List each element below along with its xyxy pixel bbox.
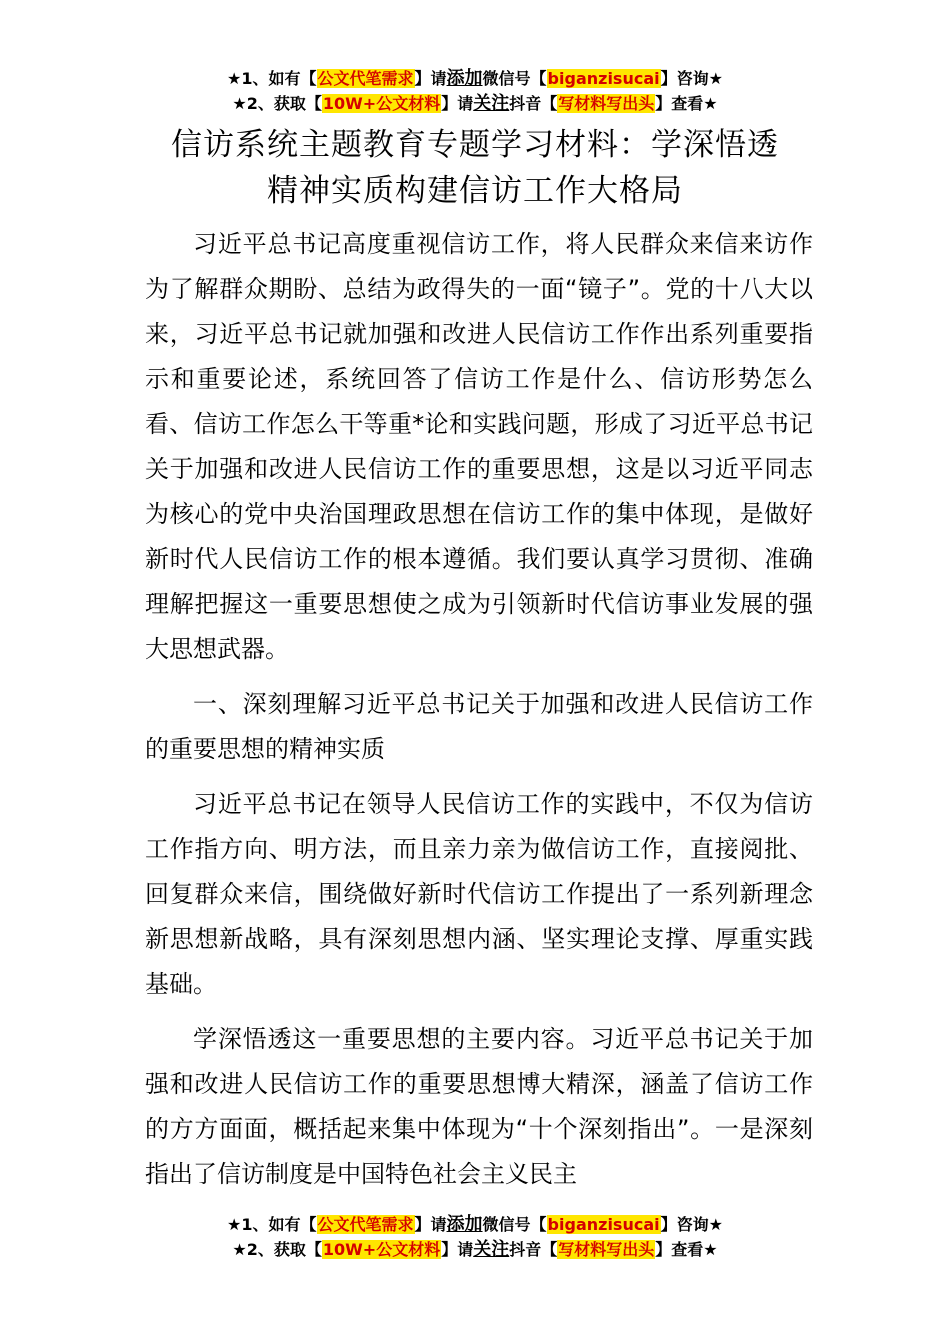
banner-underlined-text: 关注 (473, 93, 510, 114)
banner-highlight: biganzisucai (547, 1215, 660, 1234)
header-banner (0, 66, 950, 116)
banner-text: 微信号【 (482, 69, 547, 88)
banner-text: ★1、如有【 (227, 1215, 317, 1234)
banner-highlight: 写材料写出头 (558, 1240, 655, 1259)
banner-highlight: 公文代笔需求 (317, 69, 414, 88)
banner-underlined-text: 添加 (446, 68, 483, 89)
document-title (60, 122, 890, 214)
banner-underlined-text: 关注 (473, 1239, 510, 1260)
banner-text: 】请 (414, 69, 447, 88)
banner-text: 】咨询★ (660, 1215, 723, 1234)
banner-text: 】请 (414, 1215, 447, 1234)
banner-line-2 (0, 1237, 950, 1262)
banner-text: 微信号【 (482, 1215, 547, 1234)
banner-text: 抖音【 (509, 1240, 558, 1259)
paragraph: 学深悟透这一重要思想的主要内容。习近平总书记关于加强和改进人民信访工作的重要思想博大精深，涵盖了信访工作的方方面面，概括起来集中体现为“十个深刻指出”。一是深刻指出了信访制度是中国特色社会主义民主 (145, 1025, 813, 1188)
document-body (145, 222, 813, 1207)
banner-line-1 (0, 66, 950, 91)
banner-text: 抖音【 (509, 94, 558, 113)
footer-banner (0, 1212, 950, 1262)
banner-text: ★1、如有【 (227, 69, 317, 88)
banner-highlight: 写材料写出头 (558, 94, 655, 113)
banner-underlined-text: 添加 (446, 1214, 483, 1235)
paragraph: 习近平总书记在领导人民信访工作的实践中，不仅为信访工作指方向、明方法，而且亲力亲为做信访工作，直接阅批、回复群众来信，围绕做好新时代信访工作提出了一系列新理念新思想新战略，具有深刻思想内涵、坚实理论支撑、厚重实践基础。 (145, 790, 813, 998)
section-heading: 一、深刻理解习近平总书记关于加强和改进人民信访工作的重要思想的精神实质 (145, 690, 813, 763)
paragraph-intro: 习近平总书记高度重视信访工作，将人民群众来信来访作为了解群众期盼、总结为政得失的一面“镜子”。党的十八大以来，习近平总书记就加强和改进人民信访工作作出系列重要指示和重要论述，系统回答了信访工作是什么、信访形势怎么看、信访工作怎么干等重*论和实践问题，形成了习近平总书记关于加强和改进人民信访工作的重要思想，这是以习近平同志为核心的党中央治国理政思想在信访工作的集中体现，是做好新时代人民信访工作的根本遵循。我们要认真学习贯彻、准确理解把握这一重要思想使之成为引领新时代信访事业发展的强大思想武器。 (145, 230, 813, 663)
banner-text: ★2、获取【 (232, 94, 322, 113)
banner-text: 】请 (441, 94, 474, 113)
banner-highlight: biganzisucai (547, 69, 660, 88)
banner-text: ★2、获取【 (232, 1240, 322, 1259)
banner-text: 】咨询★ (660, 69, 723, 88)
banner-line-1 (0, 1212, 950, 1237)
banner-text: 】查看★ (655, 94, 718, 113)
banner-highlight: 公文代笔需求 (317, 1215, 414, 1234)
banner-text: 】查看★ (655, 1240, 718, 1259)
banner-highlight: 10W+公文材料 (322, 1240, 441, 1259)
banner-line-2 (0, 91, 950, 116)
banner-highlight: 10W+公文材料 (322, 94, 441, 113)
title-line-2: 精神实质构建信访工作大格局 (267, 173, 683, 209)
title-line-1: 信访系统主题教育专题学习材料：学深悟透 (171, 127, 779, 163)
banner-text: 】请 (441, 1240, 474, 1259)
